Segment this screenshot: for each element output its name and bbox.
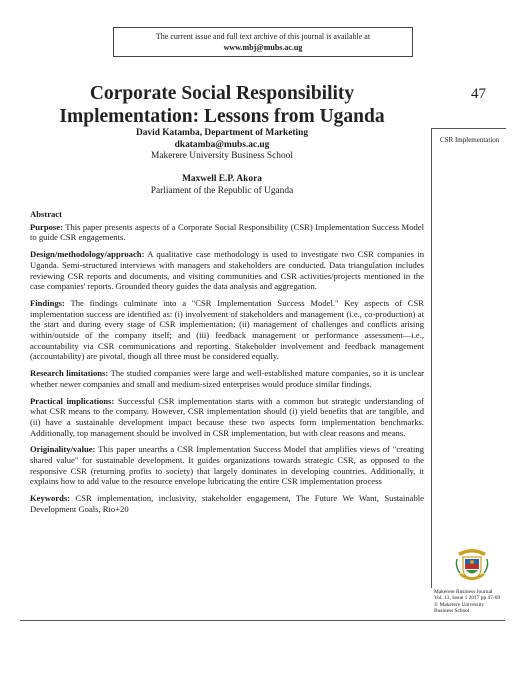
abstract-limitations (30, 368, 424, 389)
journal-name: Makerere Business Journal (434, 589, 493, 595)
design-text: A qualitative case methodology is used to investigate two CSR companies in Uganda. Semi-structured interviews with managers and stakeholders are conducted. Data triangulation includes reviewing CSR reports and documents, and visiting communities and CSR activities/projects mentioned in the case companies' reports. Grounded theory guides the data analysis and aggregation. (30, 249, 424, 292)
journal-volume: Vol. 13, Issue 1 2017 pp 47-69 (434, 595, 501, 602)
university-seal-icon (455, 545, 489, 583)
footer-divider (20, 620, 505, 621)
purpose-label: Purpose: (30, 221, 63, 232)
findings-text: The findings culminate into a "CSR Implementation Success Model." Key aspects of CSR implementation success are identified as: (i) involvement of stakeholders and management (i.e., co-production) at the start and during every stage of CSR implementation; (ii) management of challenges and conflicts arising within/outside of the company itself; and (iii) feedback management or performance assessment—i.e., accountability via CSR communications and reporting. Stakeholder involvement and feedback management (accountability) are pivotal, though all three must be considered equally. (30, 297, 424, 362)
originality-text: This paper unearths a CSR Implementation Success Model that amplifies views of "creating shared value" for sustainable development. It guides organizations towards strategic CSR, as opposed to the responsive CSR (returning profits to society) that largely dominates in developing countries. Additionally, it explains how to add value to the resource envelope lubricating the entire CSR implementation process (30, 444, 424, 487)
abstract-heading: Abstract (30, 209, 62, 219)
purpose-text: This paper presents aspects of a Corporate Social Responsibility (CSR) Implementation Success Model to guide CSR engagements. (30, 221, 424, 243)
keywords-label: Keywords: (30, 493, 71, 504)
margin-divider-top (431, 128, 506, 129)
journal-info (434, 589, 514, 615)
design-label: Design/methodology/approach: (30, 249, 145, 260)
journal-availability-box (113, 27, 413, 57)
abstract (30, 209, 424, 521)
journal-copyright: © Makerere University (434, 601, 485, 608)
title-line-2: Implementation: Lessons from Uganda (59, 106, 385, 127)
journal-url[interactable]: www.mbj@mubs.ac.ug (223, 43, 303, 52)
paper-title (20, 82, 424, 128)
abstract-purpose (30, 222, 424, 243)
practical-label: Practical implications: (30, 395, 115, 406)
abstract-practical (30, 396, 424, 439)
running-head: CSR Implementation (440, 136, 500, 144)
journal-publisher: Business School (434, 608, 470, 615)
abstract-findings (30, 298, 424, 362)
author-2 (20, 174, 424, 197)
findings-label: Findings: (30, 297, 65, 308)
originality-label: Originality/value: (30, 444, 96, 455)
author-2-name: Maxwell E.P. Akora (182, 174, 262, 184)
title-line-1: Corporate Social Responsibility (89, 83, 355, 104)
practical-text: Successful CSR implementation starts with a common but strategic understanding of what CSR means to the company. However, CSR implementation should (i) yield benefits that are tangible, and (ii) have a sustainable development impact because these two aspects form implementation benchmarks. Additionally, top management should be involved in CSR implementation, but with clear reasons and means. (30, 395, 424, 438)
limitations-text: The studied companies were large and well-established mature companies, so it is unclear whether newer companies and small and medium-sized enterprises would produce similar findings. (30, 368, 424, 389)
author-1-affiliation: Makerere University Business School (151, 151, 293, 161)
limitations-label: Research limitations: (30, 368, 109, 379)
author-2-affiliation: Parliament of the Republic of Uganda (150, 185, 294, 196)
abstract-design (30, 249, 424, 292)
keywords-text: CSR implementation, inclusivity, stakeholder engagement, The Future We Want, Sustainable Development Goals, Rio+20 (30, 493, 424, 514)
page-number: 47 (471, 86, 486, 102)
margin-divider-vertical (431, 128, 432, 588)
abstract-originality (30, 444, 424, 487)
abstract-keywords (30, 493, 424, 514)
archive-notice: The current issue and full text archive of this journal is available at (155, 32, 371, 41)
author-1-email[interactable]: dkatamba@mubs.ac.ug (174, 139, 270, 150)
author-1-name: David Katamba, Department of Marketing (135, 128, 309, 138)
author-1 (20, 128, 424, 163)
